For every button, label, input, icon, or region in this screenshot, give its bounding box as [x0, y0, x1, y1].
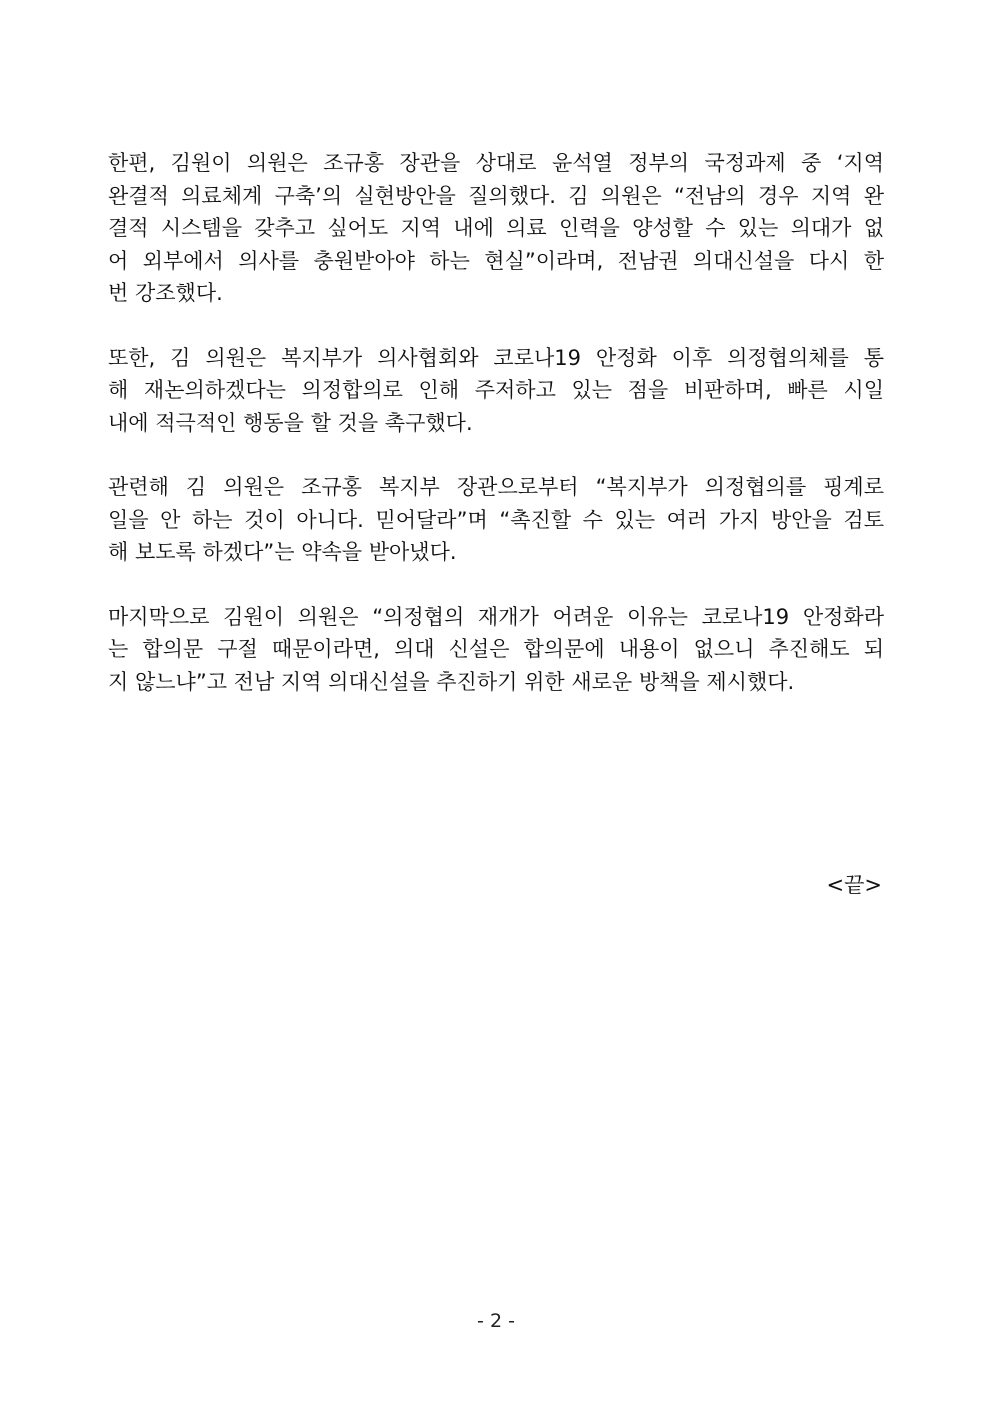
paragraph-line: 는 합의문 구절 때문이라면, 의대 신설은 합의문에 내용이 없으니 추진해도 되 — [108, 637, 884, 661]
paragraph-line: 완결적 의료체계 구축’의 실현방안을 질의했다. 김 의원은 “전남의 경우 지역 완 — [108, 183, 884, 208]
paragraph-line: 한편, 김원이 의원은 조규홍 장관을 상대로 윤석열 정부의 국정과제 중 ‘지역 — [108, 151, 884, 175]
paragraph-line: 관련해 김 의원은 조규홍 복지부 장관으로부터 “복지부가 의정협의를 핑계로 — [108, 475, 884, 499]
paragraph-line: 내에 적극적인 행동을 할 것을 촉구했다. — [108, 410, 473, 435]
paragraph-line: 지 않느냐”고 전남 지역 의대신설을 추진하기 위한 새로운 방책을 제시했다. — [108, 669, 795, 694]
document-body — [108, 147, 884, 730]
paragraph-line: 또한, 김 의원은 복지부가 의사협회와 코로나19 안정화 이후 의정협의체를 통 — [108, 345, 884, 370]
page-number: - 2 - — [477, 1310, 515, 1332]
paragraph-line: 해 재논의하겠다는 의정합의로 인해 주저하고 있는 점을 비판하며, 빠른 시일 — [108, 378, 884, 402]
paragraph-line: 해 보도록 하겠다”는 약속을 받아냈다. — [108, 540, 457, 564]
paragraph-4 — [108, 601, 884, 699]
paragraph-1 — [108, 147, 884, 310]
paragraph-line: 결적 시스템을 갖추고 싶어도 지역 내에 의료 인력을 양성할 수 있는 의대가 없 — [108, 216, 884, 240]
paragraph-2 — [108, 342, 884, 440]
paragraph-line: 번 강조했다. — [108, 281, 223, 305]
paragraph-line: 일을 안 하는 것이 아니다. 믿어달라”며 “촉진할 수 있는 여러 가지 방안을 검토 — [108, 507, 884, 532]
end-mark: <끝> — [826, 873, 882, 897]
paragraph-line: 마지막으로 김원이 의원은 “의정협의 재개가 어려운 이유는 코로나19 안정화라 — [108, 604, 884, 629]
paragraph-line: 어 외부에서 의사를 충원받아야 하는 현실”이라며, 전남권 의대신설을 다시 한 — [108, 248, 884, 273]
paragraph-3 — [108, 471, 884, 569]
